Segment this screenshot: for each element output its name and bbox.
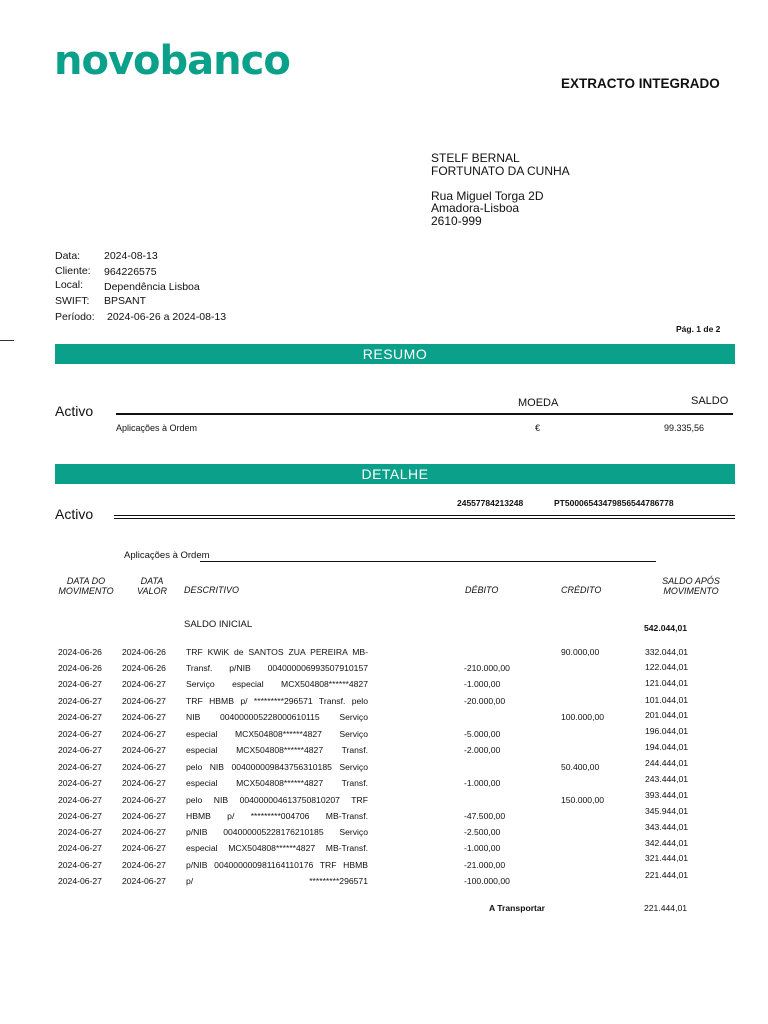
cell-descritivo: Transf. p/NIB 004000006993507910157 bbox=[186, 663, 368, 673]
cell-descritivo: p/ *********296571 bbox=[186, 876, 368, 886]
cell-descritivo: especial MCX504808******4827 MB-Transf. bbox=[186, 843, 368, 853]
recipient-street: Rua Miguel Torga 2D bbox=[431, 189, 544, 203]
cell-data-valor: 2024-06-27 bbox=[122, 827, 166, 837]
cell-data-movimento: 2024-06-27 bbox=[58, 876, 102, 886]
document-title: EXTRACTO INTEGRADO bbox=[561, 76, 720, 91]
date-value: 2024-08-13 bbox=[104, 250, 158, 262]
cell-data-movimento: 2024-06-26 bbox=[58, 647, 102, 657]
cell-data-valor: 2024-06-27 bbox=[122, 762, 166, 772]
cell-debito: -47.500,00 bbox=[464, 811, 506, 821]
cell-data-movimento: 2024-06-26 bbox=[58, 663, 102, 673]
cell-descritivo: p/NIB 004000000981164110176 TRF HBMB bbox=[186, 860, 368, 870]
saldo-header: SALDO bbox=[691, 395, 729, 407]
cell-descritivo: especial MCX504808******4827 Transf. bbox=[186, 745, 368, 755]
cell-data-movimento: 2024-06-27 bbox=[58, 679, 102, 689]
cell-debito: -1.000,00 bbox=[464, 679, 501, 689]
transportar-label: A Transportar bbox=[489, 903, 546, 913]
date-label: Data: bbox=[55, 250, 81, 262]
cell-saldo: 194.044,01 bbox=[645, 742, 689, 752]
cell-data-movimento: 2024-06-27 bbox=[58, 811, 102, 821]
saldo-inicial-label: SALDO INICIAL bbox=[184, 619, 253, 630]
detalhe-rule-top bbox=[114, 515, 735, 516]
cell-data-valor: 2024-06-26 bbox=[122, 647, 166, 657]
period-value: 2024-06-26 a 2024-08-13 bbox=[107, 311, 227, 323]
swift-label: SWIFT: bbox=[55, 295, 90, 307]
cell-descritivo: p/NIB 004000005228176210185 Serviço bbox=[186, 827, 368, 837]
header-data-movimento: DATA DO MOVIMENTO bbox=[58, 576, 114, 596]
cell-debito: -21.000,00 bbox=[464, 860, 506, 870]
cell-saldo: 196.044,01 bbox=[645, 726, 689, 736]
moeda-header: MOEDA bbox=[518, 397, 559, 409]
table-row bbox=[0, 742, 768, 758]
cell-credito: 150.000,00 bbox=[561, 795, 605, 805]
cell-debito: -20.000,00 bbox=[464, 696, 506, 706]
cell-descritivo: NIB 004000005228000610115 Serviço bbox=[186, 712, 368, 722]
cell-saldo: 122.044,01 bbox=[645, 662, 689, 672]
cell-data-valor: 2024-06-27 bbox=[122, 860, 166, 870]
section-band-detalhe: DETALHE bbox=[55, 464, 735, 484]
table-row bbox=[0, 696, 768, 709]
cell-descritivo: pelo NIB 004000009843756310185 Serviço bbox=[186, 762, 368, 772]
detalhe-rule-bottom bbox=[114, 518, 735, 519]
cell-debito: -100.000,00 bbox=[464, 876, 510, 886]
cell-saldo: 121.044,01 bbox=[645, 678, 689, 688]
table-row bbox=[0, 679, 768, 692]
bank-logo: novobanco bbox=[54, 38, 290, 84]
margin-tick bbox=[0, 340, 14, 341]
page-number: Pág. 1 de 2 bbox=[676, 324, 721, 334]
cell-descritivo: especial MCX504808******4827 Transf. bbox=[186, 778, 368, 788]
cell-saldo: 343.444,01 bbox=[645, 822, 689, 832]
saldo-inicial-value: 542.044,01 bbox=[644, 623, 688, 633]
cell-debito: -2.000,00 bbox=[464, 745, 501, 755]
cell-data-valor: 2024-06-27 bbox=[122, 745, 166, 755]
cell-data-movimento: 2024-06-27 bbox=[58, 696, 102, 706]
recipient-name-line1: STELF BERNAL bbox=[431, 151, 520, 165]
cell-data-movimento: 2024-06-27 bbox=[58, 745, 102, 755]
cell-saldo: 244.444,01 bbox=[645, 758, 689, 768]
cell-data-movimento: 2024-06-27 bbox=[58, 729, 102, 739]
cell-saldo: 201.044,01 bbox=[645, 710, 689, 720]
cell-descritivo: HBMB p/ *********004706 MB-Transf. bbox=[186, 811, 368, 821]
cell-credito: 50.400,00 bbox=[561, 762, 600, 772]
account-iban: PT50006543479856544786778 bbox=[554, 498, 674, 508]
cell-descritivo: pelo NIB 004000004613750810207 TRF bbox=[186, 795, 368, 805]
header-saldo-apos: SALDO APÓS MOVIMENTO bbox=[662, 576, 720, 596]
cell-data-valor: 2024-06-27 bbox=[122, 876, 166, 886]
section-band-resumo: RESUMO bbox=[55, 344, 735, 364]
resumo-activo-label: Activo bbox=[55, 403, 94, 419]
table-row bbox=[0, 712, 768, 725]
cell-debito: -1.000,00 bbox=[464, 778, 501, 788]
header-data-valor: DATA VALOR bbox=[136, 576, 167, 596]
detalhe-activo-label: Activo bbox=[55, 506, 94, 522]
resumo-item-balance: 99.335,56 bbox=[664, 423, 705, 433]
header-credito: CRÉDITO bbox=[561, 585, 602, 595]
account-number: 24557784213248 bbox=[457, 498, 524, 508]
cell-saldo: 101.044,01 bbox=[645, 695, 689, 705]
section-label-aplicacoes: Aplicações à Ordem bbox=[124, 550, 210, 561]
cell-descritivo: TRF KWiK de SANTOS ZUA PEREIRA MB- bbox=[186, 647, 368, 657]
cell-data-movimento: 2024-06-27 bbox=[58, 843, 102, 853]
client-label: Cliente: bbox=[55, 265, 91, 277]
cell-data-valor: 2024-06-27 bbox=[122, 778, 166, 788]
period-label: Período: bbox=[55, 311, 95, 323]
cell-saldo: 393.444,01 bbox=[645, 790, 689, 800]
cell-data-movimento: 2024-06-27 bbox=[58, 827, 102, 837]
cell-debito: -2.500,00 bbox=[464, 827, 501, 837]
cell-data-movimento: 2024-06-27 bbox=[58, 762, 102, 772]
swift-value: BPSANT bbox=[104, 295, 147, 307]
cell-data-valor: 2024-06-27 bbox=[122, 843, 166, 853]
cell-credito: 90.000,00 bbox=[561, 647, 600, 657]
cell-saldo: 221.444,01 bbox=[645, 870, 689, 880]
local-value: Dependência Lisboa bbox=[104, 281, 200, 293]
table-row bbox=[0, 870, 768, 889]
cell-debito: -5.000,00 bbox=[464, 729, 501, 739]
recipient-city: Amadora-Lisboa bbox=[431, 201, 520, 215]
cell-descritivo: Serviço especial MCX504808******4827 bbox=[186, 679, 368, 689]
cell-data-movimento: 2024-06-27 bbox=[58, 860, 102, 870]
cell-data-movimento: 2024-06-27 bbox=[58, 795, 102, 805]
section-underline bbox=[200, 561, 656, 562]
cell-saldo: 332.044,01 bbox=[645, 647, 689, 657]
resumo-item-currency: € bbox=[535, 423, 541, 433]
cell-data-movimento: 2024-06-27 bbox=[58, 778, 102, 788]
cell-saldo: 345.944,01 bbox=[645, 806, 689, 816]
cell-saldo: 243.444,01 bbox=[645, 774, 689, 784]
transportar-value: 221.444,01 bbox=[644, 903, 688, 913]
cell-descritivo: TRF HBMB p/ *********296571 Transf. pelo bbox=[186, 696, 368, 706]
cell-data-valor: 2024-06-27 bbox=[122, 712, 166, 722]
resumo-item-label: Aplicações à Ordem bbox=[116, 423, 198, 433]
cell-data-valor: 2024-06-27 bbox=[122, 729, 166, 739]
cell-data-valor: 2024-06-27 bbox=[122, 696, 166, 706]
table-row bbox=[0, 647, 768, 660]
cell-data-valor: 2024-06-27 bbox=[122, 811, 166, 821]
client-value: 964226575 bbox=[104, 266, 157, 278]
cell-saldo: 342.444,01 bbox=[645, 838, 689, 848]
cell-data-valor: 2024-06-27 bbox=[122, 795, 166, 805]
cell-data-valor: 2024-06-26 bbox=[122, 663, 166, 673]
cell-data-valor: 2024-06-27 bbox=[122, 679, 166, 689]
cell-debito: -210.000,00 bbox=[464, 663, 510, 673]
cell-saldo: 321.444,01 bbox=[645, 853, 689, 863]
cell-debito: -1.000,00 bbox=[464, 843, 501, 853]
header-descritivo: DESCRITIVO bbox=[184, 585, 240, 595]
recipient-name-line2: FORTUNATO DA CUNHA bbox=[431, 164, 570, 178]
resumo-rule bbox=[116, 413, 733, 415]
header-debito: DÉBITO bbox=[465, 585, 499, 595]
cell-descritivo: especial MCX504808******4827 Serviço bbox=[186, 729, 368, 739]
local-label: Local: bbox=[55, 279, 84, 291]
table-row bbox=[0, 663, 768, 676]
cell-data-movimento: 2024-06-27 bbox=[58, 712, 102, 722]
table-row bbox=[0, 726, 768, 742]
cell-credito: 100.000,00 bbox=[561, 712, 605, 722]
recipient-postcode: 2610-999 bbox=[431, 214, 482, 228]
